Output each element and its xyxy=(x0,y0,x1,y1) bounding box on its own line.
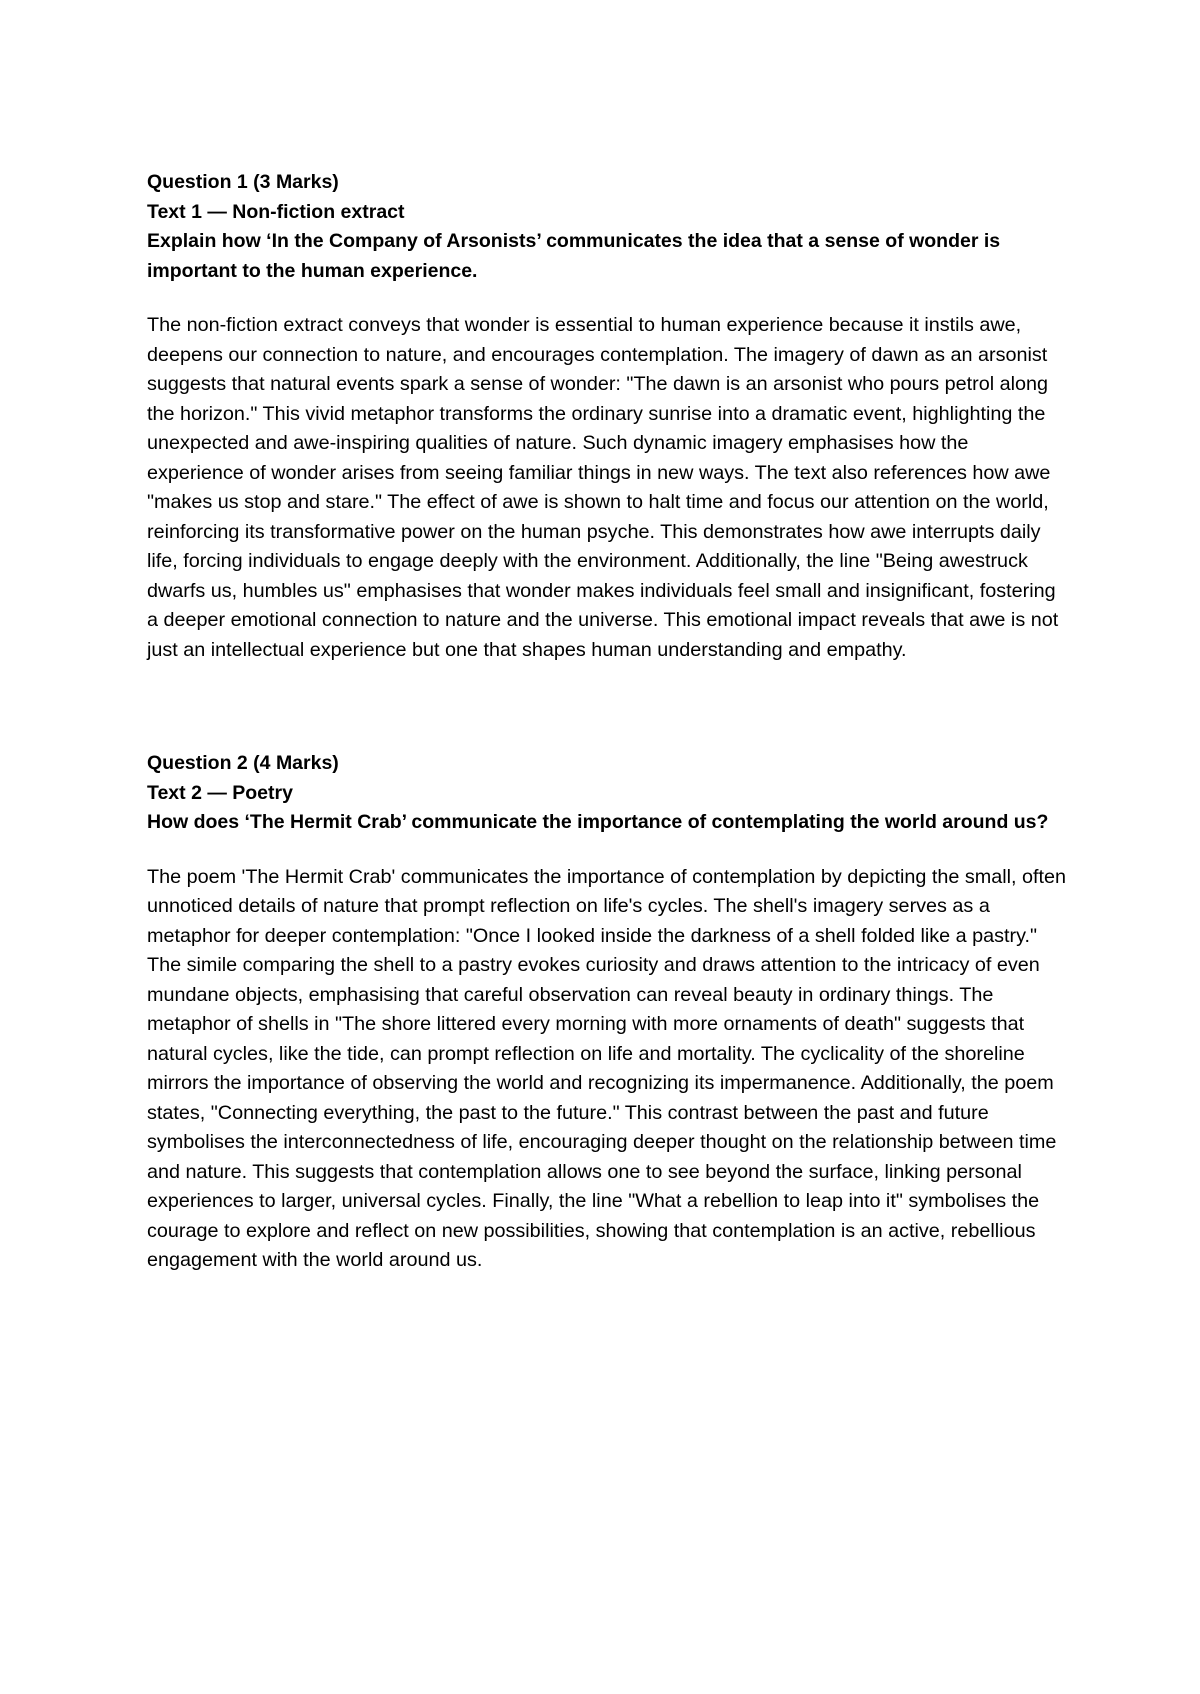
question-1-section xyxy=(147,168,1067,665)
question-1-text-label: Text 1 — Non-fiction extract xyxy=(147,200,405,223)
question-1-answer: The non-fiction extract conveys that wonder is essential to human experience because it instils awe, deepens our connection to nature, and encourages contemplation. The imagery of dawn as an arsonist suggests that natural events spark a sense of wonder: "The dawn is an arsonist who pours petrol along the horizon." This vivid metaphor transforms the ordinary sunrise into a dramatic event, highlighting the unexpected and awe-inspiring qualities of nature. Such dynamic imagery emphasises how the experience of wonder arises from seeing familiar things in new ways. The text also references how awe "makes us stop and stare." The effect of awe is shown to halt time and focus our attention on the world, reinforcing its transformative power on the human psyche. This demonstrates how awe interrupts daily life, forcing individuals to engage deeply with the environment. Additionally, the line "Being awestruck dwarfs us, humbles us" emphasises that wonder makes individuals feel small and insignificant, fostering a deeper emotional connection to nature and the universe. This emotional impact reveals that awe is not just an intellectual experience but one that shapes human understanding and empathy. xyxy=(147,314,1059,661)
question-1-header xyxy=(147,168,1067,286)
question-2-title: Question 2 (4 Marks) xyxy=(147,752,339,774)
question-1-prompt: Explain how ‘In the Company of Arsonists’ communicates the idea that a sense of wonder is important to the human experience. xyxy=(147,230,1001,282)
question-2-prompt: How does ‘The Hermit Crab’ communicate the importance of contemplating the world around us? xyxy=(147,811,1049,833)
document-page xyxy=(147,168,1067,1276)
question-2-text-label: Text 2 — Poetry xyxy=(147,781,293,804)
question-1-title: Question 1 (3 Marks) xyxy=(147,171,339,193)
question-2-section xyxy=(147,749,1067,1276)
question-2-header xyxy=(147,749,1067,838)
question-2-answer: The poem 'The Hermit Crab' communicates the importance of contemplation by depicting the small, often unnoticed details of nature that prompt reflection on life's cycles. The shell's imagery serves as a metaphor for deeper contemplation: "Once I looked inside the darkness of a shell folded like a pastry." The simile comparing the shell to a pastry evokes curiosity and draws attention to the intricacy of even mundane objects, emphasising that careful observation can reveal beauty in ordinary things. The metaphor of shells in "The shore littered every morning with more ornaments of death" suggests that natural cycles, like the tide, can prompt reflection on life and mortality. The cyclicality of the shoreline mirrors the importance of observing the world and recognizing its impermanence. Additionally, the poem states, "Connecting everything, the past to the future." This contrast between the past and future symbolises the interconnectedness of life, encouraging deeper thought on the relationship between time and nature. This suggests that contemplation allows one to see beyond the surface, linking personal experiences to larger, universal cycles. Finally, the line "What a rebellion to leap into it" symbolises the courage to explore and reflect on new possibilities, showing that contemplation is an active, rebellious engagement with the world around us. xyxy=(147,865,1067,1271)
